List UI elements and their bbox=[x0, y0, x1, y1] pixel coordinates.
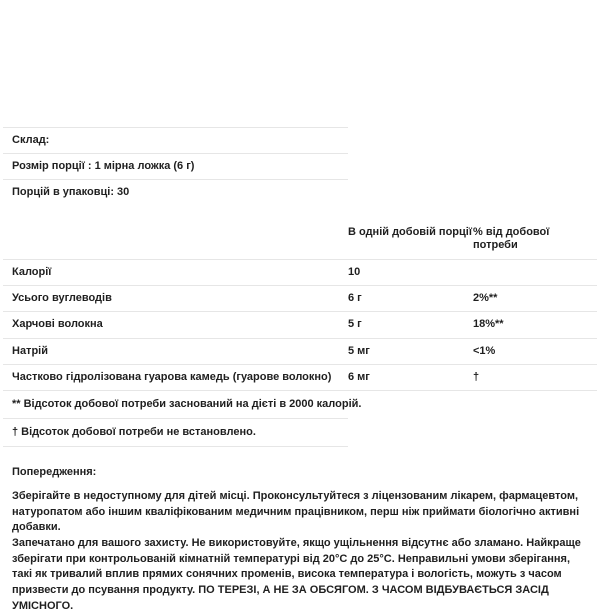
empty-cell bbox=[348, 154, 473, 180]
empty-cell bbox=[348, 419, 473, 447]
table-spacer bbox=[3, 206, 597, 216]
nutrient-daily-value: † bbox=[473, 364, 597, 390]
ingredients-heading-label: Склад: bbox=[3, 128, 348, 154]
nutrient-name: Калорії bbox=[3, 259, 348, 285]
nutrient-amount: 5 мг bbox=[348, 338, 473, 364]
nutrient-amount: 6 мг bbox=[348, 364, 473, 390]
empty-cell bbox=[473, 128, 597, 154]
warning-title: Попередження: bbox=[12, 466, 97, 479]
column-header-daily-value: % від добової потреби bbox=[473, 225, 550, 251]
table-row-footnote-percent-dv bbox=[3, 390, 597, 418]
table-row-ingredients-heading bbox=[3, 128, 597, 154]
spacer-cell bbox=[348, 206, 473, 216]
bottom-rule-cell bbox=[3, 447, 348, 448]
table-row-servings-per-container bbox=[3, 180, 597, 206]
nutrient-name: Харчові волокна bbox=[3, 312, 348, 338]
empty-cell bbox=[473, 180, 597, 206]
footnote-percent-daily-value: ** Відсоток добової потреби заснований на дієті в 2000 калорій. bbox=[3, 390, 597, 418]
table-row bbox=[3, 312, 597, 338]
nutrient-daily-value: 2%** bbox=[473, 286, 597, 312]
table-row-serving-size bbox=[3, 154, 597, 180]
empty-cell bbox=[348, 447, 473, 448]
table-header-row bbox=[3, 216, 597, 260]
table-row bbox=[3, 338, 597, 364]
nutrient-amount: 5 г bbox=[348, 312, 473, 338]
table-row bbox=[3, 286, 597, 312]
warning-body bbox=[6, 489, 591, 614]
warning-section bbox=[3, 466, 597, 614]
column-header-name bbox=[3, 216, 348, 260]
empty-cell bbox=[348, 128, 473, 154]
nutrient-name: Усього вуглеводів bbox=[3, 286, 348, 312]
empty-cell bbox=[348, 180, 473, 206]
warning-paragraph: Запечатано для вашого захисту. Не використовуйте, якщо ущільнення відсутнє або зламано. Найкраще зберігати при контрольованій кімнатній температурі від 20°C до 25°C. Неправильні умови зберігання, такі як тривалий вплив прямих сонячних променів, висока температура і вологість, можуть з часом призвести до псування продукту. ПО ТЕРЕЗІ, А НЕ ЗА ОБСЯГОМ. З ЧАСОМ ВІДБУВАЄТЬСЯ ЗАСІД УМІСНОГО. bbox=[12, 537, 581, 612]
table-row bbox=[3, 364, 597, 390]
nutrient-daily-value: <1% bbox=[473, 338, 597, 364]
footnote-dagger: † Відсоток добової потреби не встановлено. bbox=[3, 419, 348, 447]
warning-paragraph: Зберігайте в недоступному для дітей місці. Проконсультуйтеся з ліцензованим лікарем, фармацевтом, натуропатом або іншим кваліфікованим медичним працівником, перш ніж приймати біологічно активні добавки. bbox=[12, 490, 580, 534]
table-bottom-rule-row bbox=[3, 447, 597, 448]
nutrient-name: Натрій bbox=[3, 338, 348, 364]
table-row-footnote-dagger bbox=[3, 419, 597, 447]
serving-size-label: Розмір порції : 1 мірна ложка (6 г) bbox=[3, 154, 348, 180]
empty-cell bbox=[473, 447, 597, 448]
supplement-facts-table bbox=[3, 127, 597, 447]
column-header-amount-per-serving: В одній добовій порції bbox=[348, 225, 472, 238]
empty-cell bbox=[473, 419, 597, 447]
servings-per-container-label: Порцій в упаковці: 30 bbox=[3, 180, 348, 206]
empty-cell bbox=[473, 154, 597, 180]
table-row bbox=[3, 259, 597, 285]
nutrient-daily-value bbox=[473, 259, 597, 285]
spacer-cell bbox=[3, 206, 348, 216]
nutrient-daily-value: 18%** bbox=[473, 312, 597, 338]
spacer-cell bbox=[473, 206, 597, 216]
nutrient-amount: 6 г bbox=[348, 286, 473, 312]
nutrient-name: Частково гідролізована гуарова камедь (гуарове волокно) bbox=[3, 364, 348, 390]
nutrient-amount: 10 bbox=[348, 259, 473, 285]
